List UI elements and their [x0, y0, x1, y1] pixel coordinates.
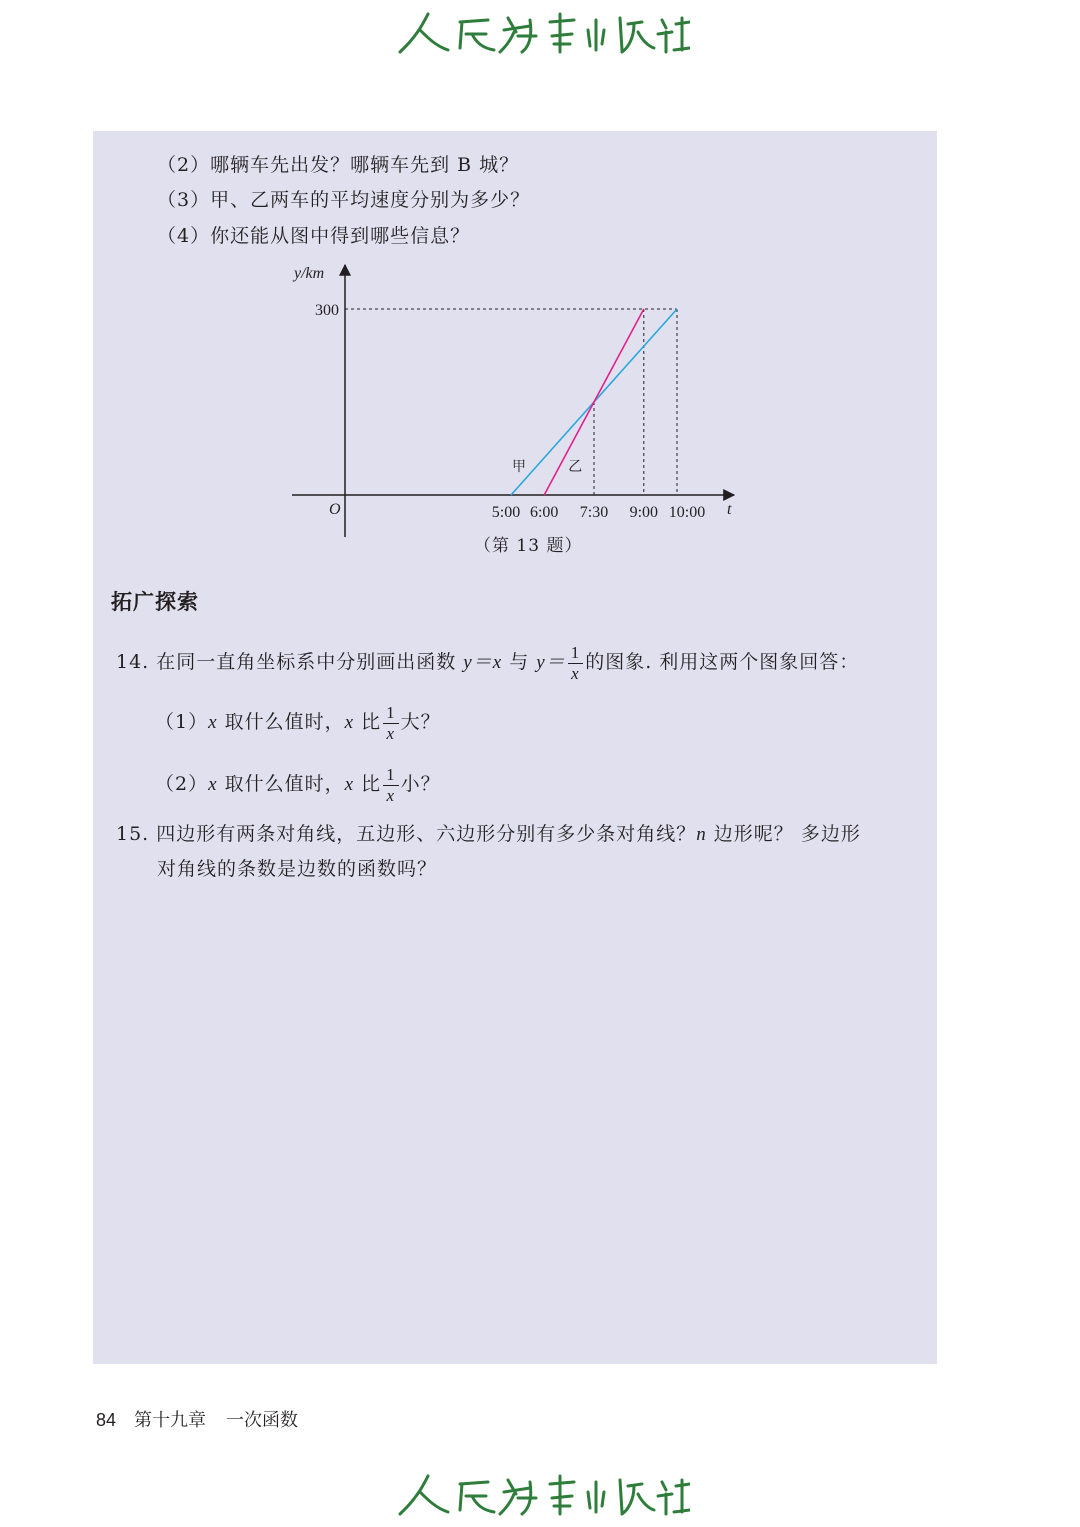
section-title: 拓广探索	[111, 590, 199, 614]
part-1-fraction-num: 1	[383, 703, 399, 724]
page-footer	[96, 1406, 298, 1432]
part-2-number: （2）	[155, 773, 209, 795]
part-2-fraction-num: 1	[383, 765, 399, 786]
problem-13-part-3: （3）甲、乙两车的平均速度分别为多少？	[157, 189, 531, 211]
part-1-x: x	[208, 712, 218, 733]
function-1: y＝x	[463, 652, 503, 673]
series-label-1: 乙	[568, 459, 583, 475]
fraction-1-over-x	[568, 643, 584, 684]
part-2-text-b: 比	[354, 773, 382, 795]
problem-15-text-a: 15. 四边形有两条对角线，五边形、六边形分别有多少条对角线？	[116, 823, 697, 845]
problem-15-line-2: 对角线的条数是边数的函数吗？	[157, 858, 438, 880]
part-1-x-2: x	[344, 712, 355, 733]
publisher-logo-bottom-graphic	[390, 1470, 690, 1520]
x-tick-label-2: 7:30	[579, 504, 609, 521]
problem-14-stem-c: 的图象. 利用这两个图象回答：	[585, 651, 860, 673]
part-2-fraction	[383, 765, 399, 806]
function-2-prefix: y＝	[536, 652, 566, 673]
part-1-text-b: 比	[354, 711, 382, 733]
problem-14-stem-a: 14. 在同一直角坐标系中分别画出函数	[116, 651, 464, 673]
problem-14-stem-b: 与	[502, 651, 537, 673]
travel-chart-svg	[280, 255, 760, 565]
travel-chart	[280, 255, 760, 565]
x-tick-label-0: 5:00	[491, 504, 521, 521]
part-1-fraction-den: x	[386, 723, 396, 743]
publisher-logo	[390, 8, 690, 58]
publisher-logo-bottom	[390, 1470, 690, 1520]
part-1-number: （1）	[155, 711, 209, 733]
x-tick-label-3: 9:00	[629, 504, 659, 521]
part-2-fraction-den: x	[386, 785, 396, 805]
problem-14-part-2	[155, 762, 441, 807]
problem-15-n: n	[696, 824, 707, 845]
x-tick-label-1: 6:00	[529, 504, 559, 521]
x-tick-label-4: 10:00	[668, 504, 706, 521]
chapter-title: 一次函数	[226, 1410, 299, 1431]
problem-15-line-1	[116, 822, 861, 847]
problem-14-part-1	[155, 700, 441, 745]
part-1-text-a: 取什么值时，	[217, 711, 345, 733]
part-2-x-2: x	[344, 774, 355, 795]
part-2-x: x	[208, 774, 218, 795]
series-label-0: 甲	[512, 459, 526, 475]
chapter-label: 第十九章	[134, 1410, 207, 1431]
fraction-numerator: 1	[568, 643, 584, 664]
problem-14-stem	[116, 640, 859, 685]
part-1-text-c: 大？	[400, 711, 441, 733]
y-tick-label-0: 300	[315, 302, 339, 319]
fraction-denominator: x	[571, 663, 580, 683]
series-line-1	[544, 309, 644, 495]
part-2-text-a: 取什么值时，	[217, 773, 345, 795]
problem-13-part-4: （4）你还能从图中得到哪些信息？	[157, 225, 471, 247]
problem-13-part-2: （2）哪辆车先出发？哪辆车先到 B 城？	[157, 154, 520, 176]
problem-15-text-b: 边形呢？ 多边形	[706, 823, 861, 845]
page-number: 84	[96, 1410, 117, 1430]
y-axis-label: y/km	[294, 265, 325, 282]
publisher-logo-graphic	[390, 8, 690, 58]
guide-lines	[345, 309, 677, 495]
figure-caption: （第 13 题）	[474, 536, 583, 556]
x-axis-label: t	[727, 501, 732, 518]
series-group	[511, 309, 677, 495]
part-2-text-c: 小？	[400, 773, 441, 795]
part-1-fraction	[383, 703, 399, 744]
label-group	[292, 265, 732, 521]
origin-label: O	[329, 501, 341, 518]
